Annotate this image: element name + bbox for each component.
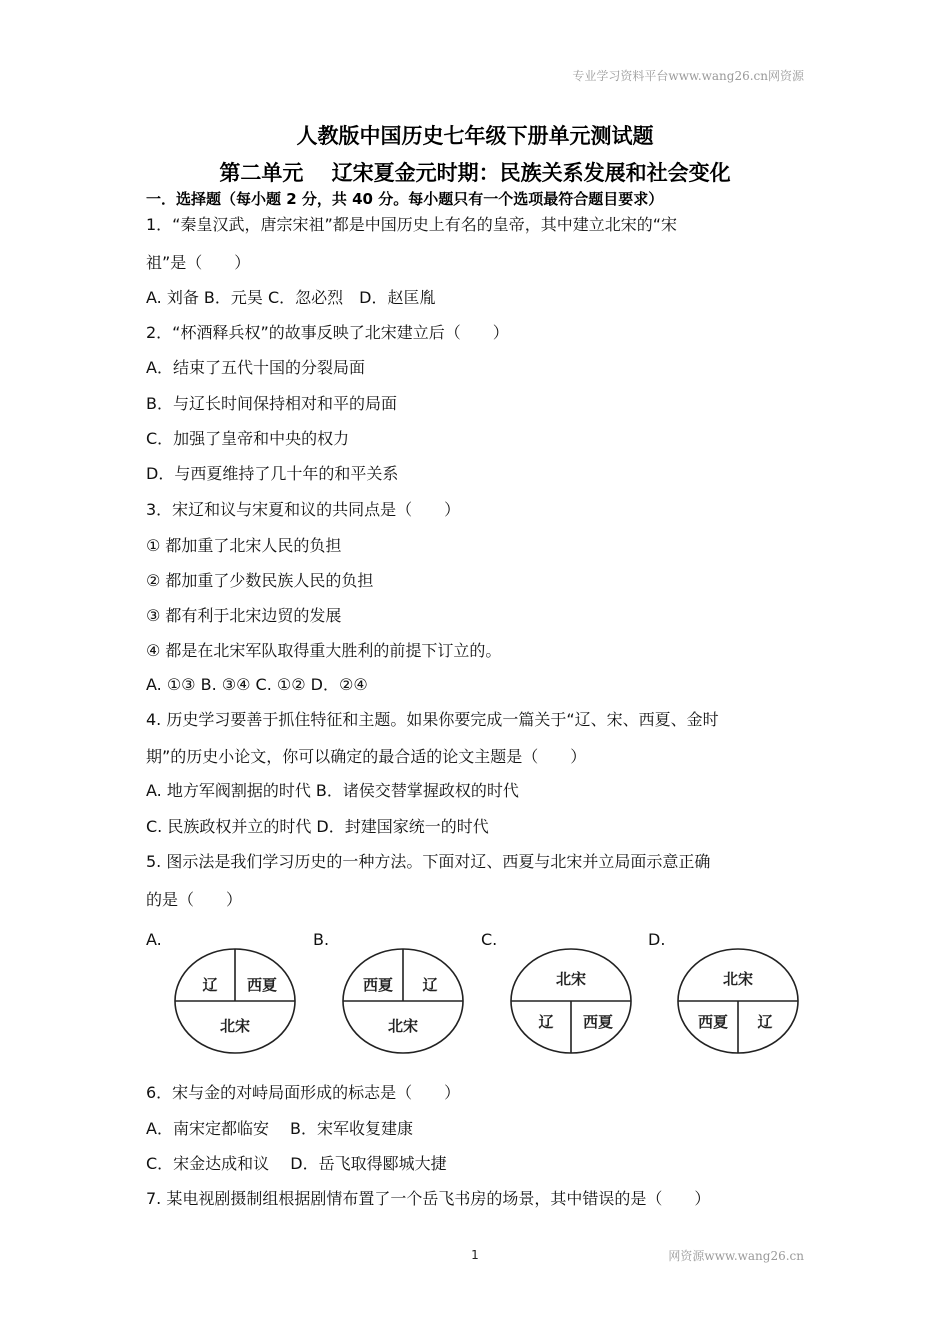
q5-option-c-diagram xyxy=(506,945,636,1057)
q5-line-1: 5. 图示法是我们学习历史的一种方法。下面对辽、西夏与北宋并立局面示意正确 xyxy=(146,852,711,871)
b-bottom-text: 北宋 xyxy=(387,1017,419,1035)
unit-subtitle: 第二单元 辽宋夏金元时期：民族关系发展和社会变化 xyxy=(219,161,731,185)
q2-option-b: B．与辽长时间保持相对和平的局面 xyxy=(146,394,397,413)
q1-options: A. 刘备 B．元昊 C．忽必烈 D．赵匡胤 xyxy=(146,288,436,307)
q3-statement-1: ① 都加重了北宋人民的负担 xyxy=(146,536,342,555)
q4-options-ab: A. 地方军阀割据的时代 B．诸侯交替掌握政权的时代 xyxy=(146,781,519,800)
d-top-text: 北宋 xyxy=(722,970,754,988)
q6-options-cd: C．宋金达成和议 D．岳飞取得郾城大捷 xyxy=(146,1154,447,1173)
section-heading: 一．选择题（每小题 2 分，共 40 分。每小题只有一个选项最符合题目要求） xyxy=(146,190,664,208)
q2-option-a: A．结束了五代十国的分裂局面 xyxy=(146,358,365,377)
page-title: 人教版中国历史七年级下册单元测试题 xyxy=(296,124,654,148)
q5-option-d-diagram xyxy=(673,945,803,1057)
header-watermark: 专业学习资料平台www.wang26.cn网资源 xyxy=(572,69,804,83)
page-number: 1 xyxy=(471,1248,479,1262)
d-bottom-right-text: 辽 xyxy=(757,1013,773,1031)
q7-stem: 7. 某电视剧摄制组根据剧情布置了一个岳飞书房的场景，其中错误的是（ ） xyxy=(146,1189,711,1208)
b-top-left-text: 西夏 xyxy=(362,976,394,994)
c-bottom-left-text: 辽 xyxy=(538,1013,554,1031)
q2-option-d: D．与西夏维持了几十年的和平关系 xyxy=(146,464,399,483)
a-bottom-text: 北宋 xyxy=(219,1017,251,1035)
q3-options: A. ①③ B. ③④ C. ①② D．②④ xyxy=(146,675,368,694)
q4-line-1: 4. 历史学习要善于抓住特征和主题。如果你要完成一篇关于“辽、宋、西夏、金时 xyxy=(146,710,719,729)
q3-statement-4: ④ 都是在北宋军队取得重大胜利的前提下订立的。 xyxy=(146,641,502,660)
q5-line-2: 的是（ ） xyxy=(146,890,243,909)
q1-line-2: 祖”是（ ） xyxy=(146,253,251,272)
q5-option-a-label: A. xyxy=(146,930,162,949)
q5-option-d-label: D. xyxy=(648,930,666,949)
c-top-text: 北宋 xyxy=(555,970,587,988)
q3-statement-2: ② 都加重了少数民族人民的负担 xyxy=(146,571,374,590)
q6-stem: 6．宋与金的对峙局面形成的标志是（ ） xyxy=(146,1083,461,1102)
q6-options-ab: A．南宋定都临安 B．宋军收复建康 xyxy=(146,1119,414,1138)
footer-watermark: 网资源www.wang26.cn xyxy=(668,1249,804,1263)
q2-stem: 2．“杯酒释兵权”的故事反映了北宋建立后（ ） xyxy=(146,323,509,342)
q2-option-c: C．加强了皇帝和中央的权力 xyxy=(146,429,350,448)
q4-line-2: 期”的历史小论文，你可以确定的最合适的论文主题是（ ） xyxy=(146,747,587,766)
d-bottom-left-text: 西夏 xyxy=(697,1013,729,1031)
q3-statement-3: ③ 都有利于北宋边贸的发展 xyxy=(146,606,342,625)
q3-stem: 3．宋辽和议与宋夏和议的共同点是（ ） xyxy=(146,500,461,519)
q5-option-c-label: C. xyxy=(481,930,498,949)
q5-option-b-diagram xyxy=(338,945,468,1057)
c-bottom-right-text: 西夏 xyxy=(582,1013,614,1031)
q1-line-1: 1．“秦皇汉武，唐宗宋祖”都是中国历史上有名的皇帝，其中建立北宋的“宋 xyxy=(146,215,678,234)
q4-options-cd: C. 民族政权并立的时代 D．封建国家统一的时代 xyxy=(146,817,489,836)
a-top-left-text: 辽 xyxy=(202,976,218,994)
a-top-right-text: 西夏 xyxy=(246,976,278,994)
b-top-right-text: 辽 xyxy=(422,976,438,994)
q5-option-b-label: B. xyxy=(313,930,330,949)
q5-option-a-diagram xyxy=(170,945,300,1057)
